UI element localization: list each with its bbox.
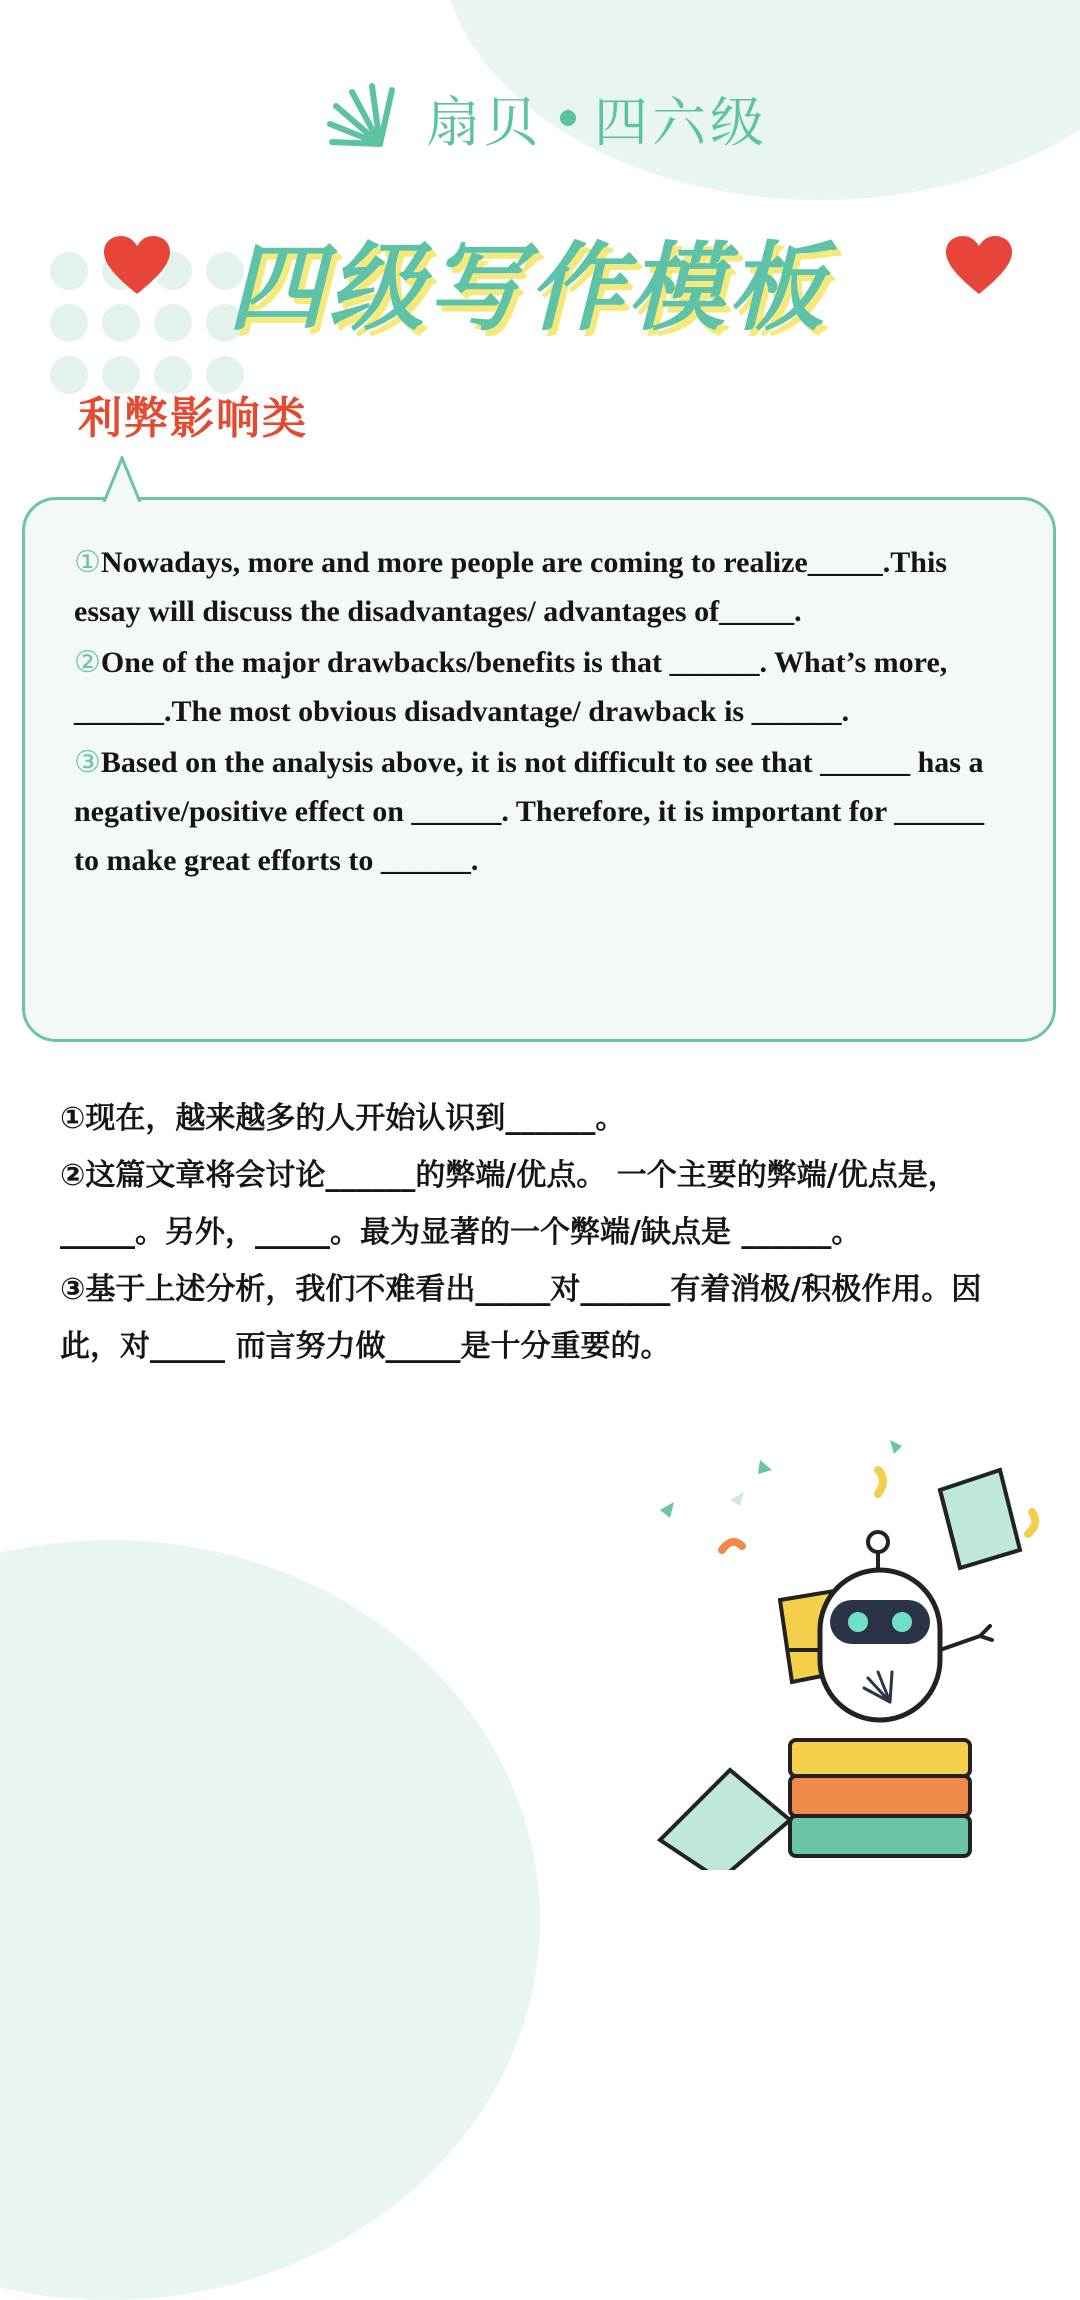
english-template	[74, 538, 994, 887]
section-title: 利弊影响类	[78, 393, 308, 444]
chinese-template	[60, 1090, 1020, 1375]
brand-header	[320, 78, 768, 158]
speech-bubble-tail	[102, 456, 142, 502]
english-paragraph: ③Based on the analysis above, it is not difficult to see that ______ has a negative/positive effect on ______. Therefore, it is important for ______ to make great efforts to ______.	[74, 746, 985, 877]
page-title: 四级写作模板	[228, 232, 828, 344]
english-paragraph: ①Nowadays, more and more people are coming to realize_____.This essay will discuss the disadvantages/ advantages of_____.	[74, 546, 947, 628]
book-icon	[940, 1470, 1020, 1568]
background-shape-bottom	[0, 1540, 540, 2300]
brand-logo-icon	[320, 82, 408, 154]
english-paragraph: ②One of the major drawbacks/benefits is that ______. What’s more, ______.The most obvious disadvantage/ drawback is ______.	[74, 646, 948, 728]
chinese-paragraph: ②这篇文章将会讨论______的弊端/优点。 一个主要的弊端/优点是，_____。另外，_____。最为显著的一个弊端/缺点是 ______。	[60, 1158, 958, 1250]
chinese-paragraph: ③基于上述分析，我们不难看出_____对______有着消极/积极作用。因此，对_____ 而言努力做_____是十分重要的。	[60, 1272, 982, 1364]
chinese-paragraph: ①现在，越来越多的人开始认识到______。	[60, 1101, 626, 1136]
robot-illustration	[640, 1440, 1060, 1870]
brand-separator-dot	[560, 110, 576, 126]
heart-icon	[944, 234, 1014, 298]
brand-product: 四六级	[594, 90, 768, 154]
heart-icon	[102, 234, 172, 298]
brand-name: 扇贝	[426, 90, 542, 154]
